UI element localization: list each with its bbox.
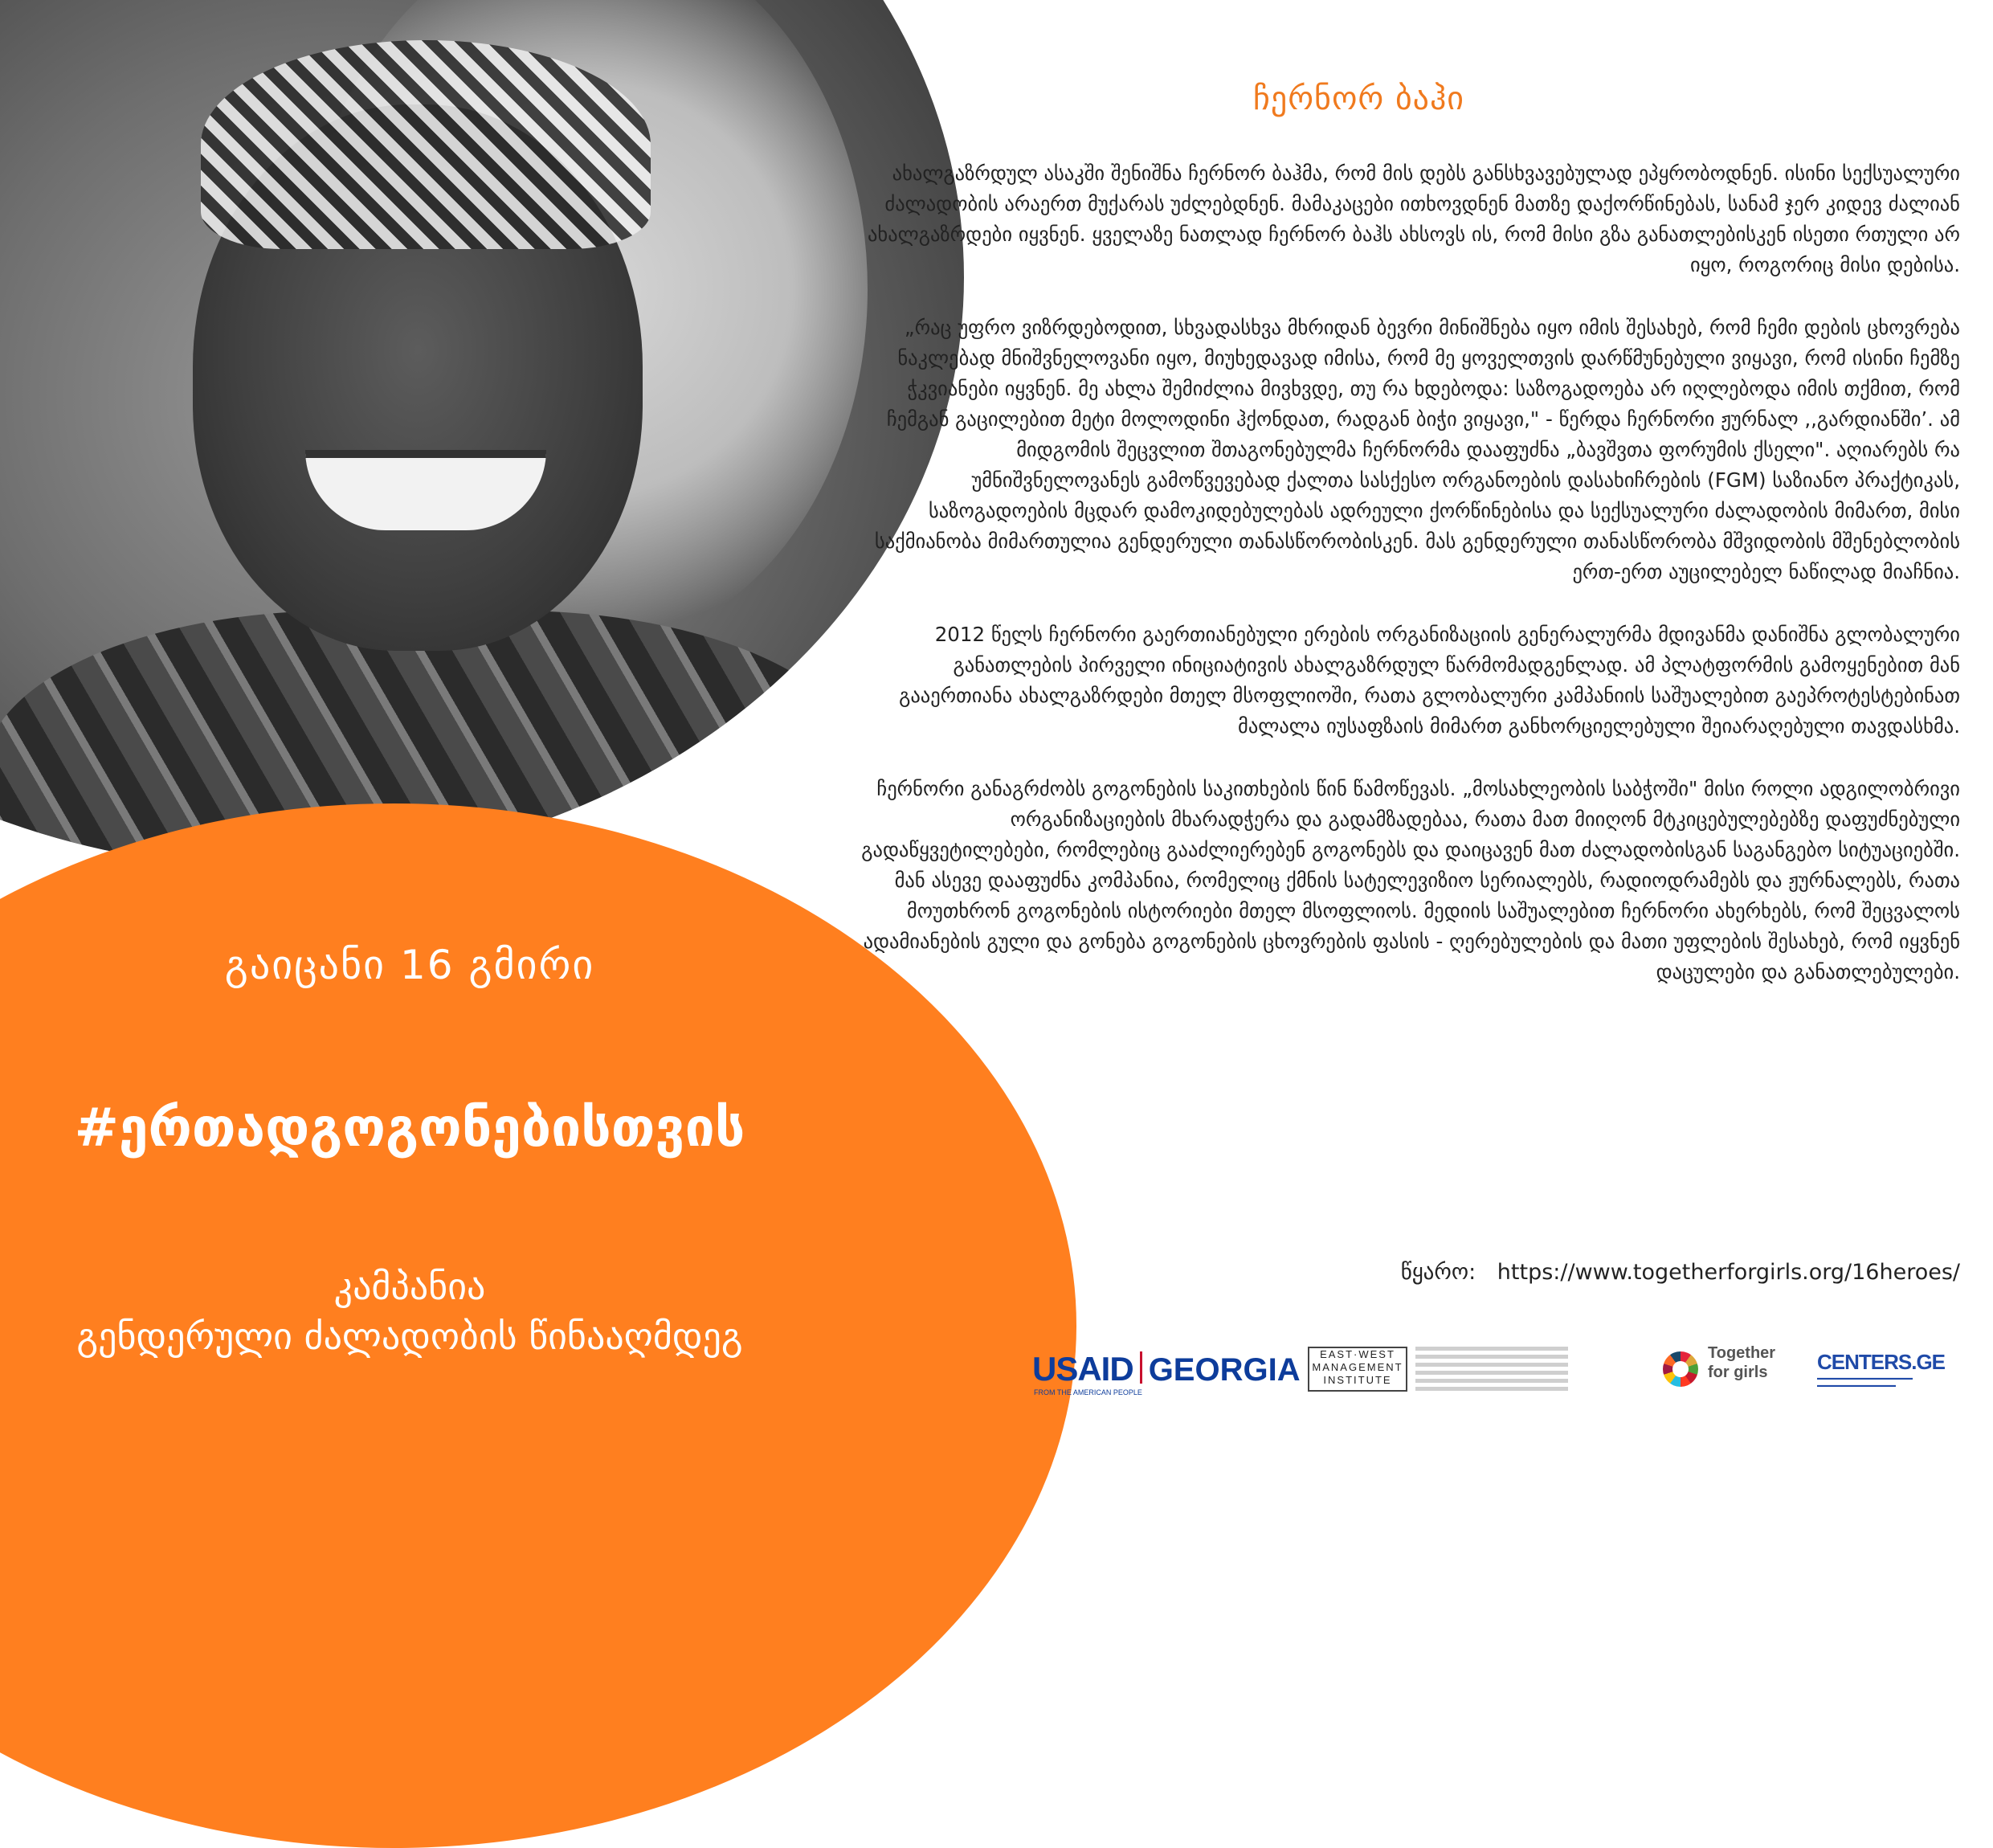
georgia-wordmark: GEORGIA <box>1148 1352 1301 1388</box>
tfg-line1: Together <box>1708 1344 1776 1362</box>
usaid-georgia-logo <box>1032 1350 1301 1396</box>
campaign-hashtag: #ერთადგოგონებისთვის <box>74 1097 745 1159</box>
article-body <box>852 158 1960 1020</box>
tfg-wordmark <box>1708 1343 1775 1382</box>
article-paragraph-1: ახალგაზრდულ ასაკში შენიშნა ჩერნორ ბაჰმა, რომ მის დებს განსხვავებულად ეპყრობოდნენ. ისინი სექსუალური ძალადობის არაერთ მუქარას უძლებდნენ. მამაკაცები ითხოვდნენ მათზე დაქორწინებას, სანამ ჯერ კიდევ ძალიან ახალგაზრდები იყვნენ. ყველაზე ნათლად ჩერნორ ბაჰს ახსოვს ის, რომ მისი გზა განათლებისკენ ისეთი რთული არ იყო, როგორიც მისი დებისა. <box>867 161 1960 276</box>
article-title: ჩერნორ ბაჰი <box>1253 80 1464 117</box>
article-paragraph-2: „რაც უფრო ვიზრდებოდით, სხვადასხვა მხრიდან ბევრი მინიშნება იყო იმის შესახებ, რომ ჩემი დების ცხოვრება ნაკლებად მნიშვნელოვანი იყო, მიუხედავად იმისა, რომ მე ყოველთვის დარწმუნებული ვიყავი, რომ ისინი ჩემზე ჭკვიანები იყვნენ. მე ახლა შემიძლია მივხვდე, თუ რა ხდებოდა: საზოგადოება არ იღლებოდა იმის თქმით, რომ ჩემგან გაცილებით მეტი მოლოდინი ჰქონდათ, რადგან ბიჭი ვიყავი," - წერდა ჩერნორი ჟურნალ ,,გარდიანში’. ამ მიდგომის შეცვლით შთაგონებულმა ჩერნორმა დააფუძნა „ბავშვთა ფორუმის ქსელი". აღიარებს რა უმნიშვნელოვანეს გამოწვევებად ქალთა სასქესო ორგანოების დასახიჩრების (FGM) საზიანო პრაქტიკას, საზოგადოების მცდარ დამოკიდებულებას ადრეული ქორწინებისა და სექსუალური ძალადობის მიმართ, მისი საქმიანობა მიმართულია გენდერული თანასწორობისკენ. მას გენდერული თანასწორობა მშვიდობის მშენებლობის ერთ-ერთ აუცილებელ ნაწილად მიაჩნია. <box>874 316 1960 583</box>
source-line <box>1401 1260 1960 1285</box>
usaid-tagline: FROM THE AMERICAN PEOPLE <box>1034 1388 1142 1396</box>
article-paragraph-4: ჩერნორი განაგრძობს გოგონების საკითხების წინ წამოწევას. „მოსახლეობის საბჭოში" მისი როლი ადგილობრივი ორგანიზაციების მხარადჭერა და გადამზადებაა, რათა მათ მიიღონ მტკიცებულებებზე დაფუძნებული გადაწყვეტილებები, რომლებიც გააძლიერებენ გოგონებს და დაიცავენ მათ ძალადობისგან საგანგებო სიტუაციებში. მან ასევე დააფუძნა კომპანია, რომელიც ქმნის სატელევიზიო სერიალებს, რადიოდრამებს და ჟურნალებს, რათა მოუთხრონ გოგონების ისტორიები მთელ მსოფლიოს. მედიის საშუალებით ჩერნორი ახერხებს, რომ შეცვალოს ადამიანების გული და გონება გოგონების ცხოვრების ფასის - ღერებულების და მათი უფლების შესახებ, რომ იყვნენ დაცულები და განათლებულები. <box>861 777 1960 983</box>
portrait-photo <box>0 0 964 868</box>
centers-ge-logo <box>1817 1350 1946 1389</box>
centers-fineprint: ▬▬▬▬▬▬▬▬▬▬▬▬▬▬▬▬▬ ▬▬▬▬▬▬▬▬▬▬▬▬▬▬ <box>1817 1376 1913 1388</box>
source-label: წყარო: <box>1400 1260 1476 1285</box>
tfg-ring-icon <box>1663 1351 1698 1387</box>
photo-cap <box>201 40 651 249</box>
tfg-line2: for girls <box>1708 1364 1768 1381</box>
campaign-line2: გენდერული ძალადობის წინააღმდეგ <box>76 1314 743 1358</box>
ewmi-fineprint <box>1415 1347 1568 1395</box>
usaid-wordmark: USAID <box>1032 1350 1133 1388</box>
campaign-subtitle <box>0 1261 819 1361</box>
source-link[interactable]: https://www.togetherforgirls.org/16heroes/ <box>1497 1260 1960 1285</box>
centers-wordmark: CENTERS.GE <box>1817 1350 1946 1374</box>
usaid-divider <box>1140 1351 1142 1384</box>
campaign-heroes: გაიცანი 16 გმირი <box>224 942 595 988</box>
ewmi-logo: EAST·WEST MANAGEMENT INSTITUTE <box>1308 1347 1407 1392</box>
campaign-line1: კამპანია <box>333 1265 486 1308</box>
article-paragraph-3: 2012 წელს ჩერნორი გაერთიანებული ერების ორგანიზაციის გენერალურმა მდივანმა დანიშნა გლობალური განათლების პირველი ინიციატივის ახალგაზრდულ წარმომადგენლად. ამ პლატფორმის გამოყენებით მან გააერთიანა ახალგაზრდები მთელ მსოფლიოში, რათა გლობალური კამპანიის საშუალებით გაეპროტესტებინათ მალალა იუსაფზაის მიმართ განხორციელებული შეიარაღებული თავდასხმა. <box>899 623 1960 738</box>
